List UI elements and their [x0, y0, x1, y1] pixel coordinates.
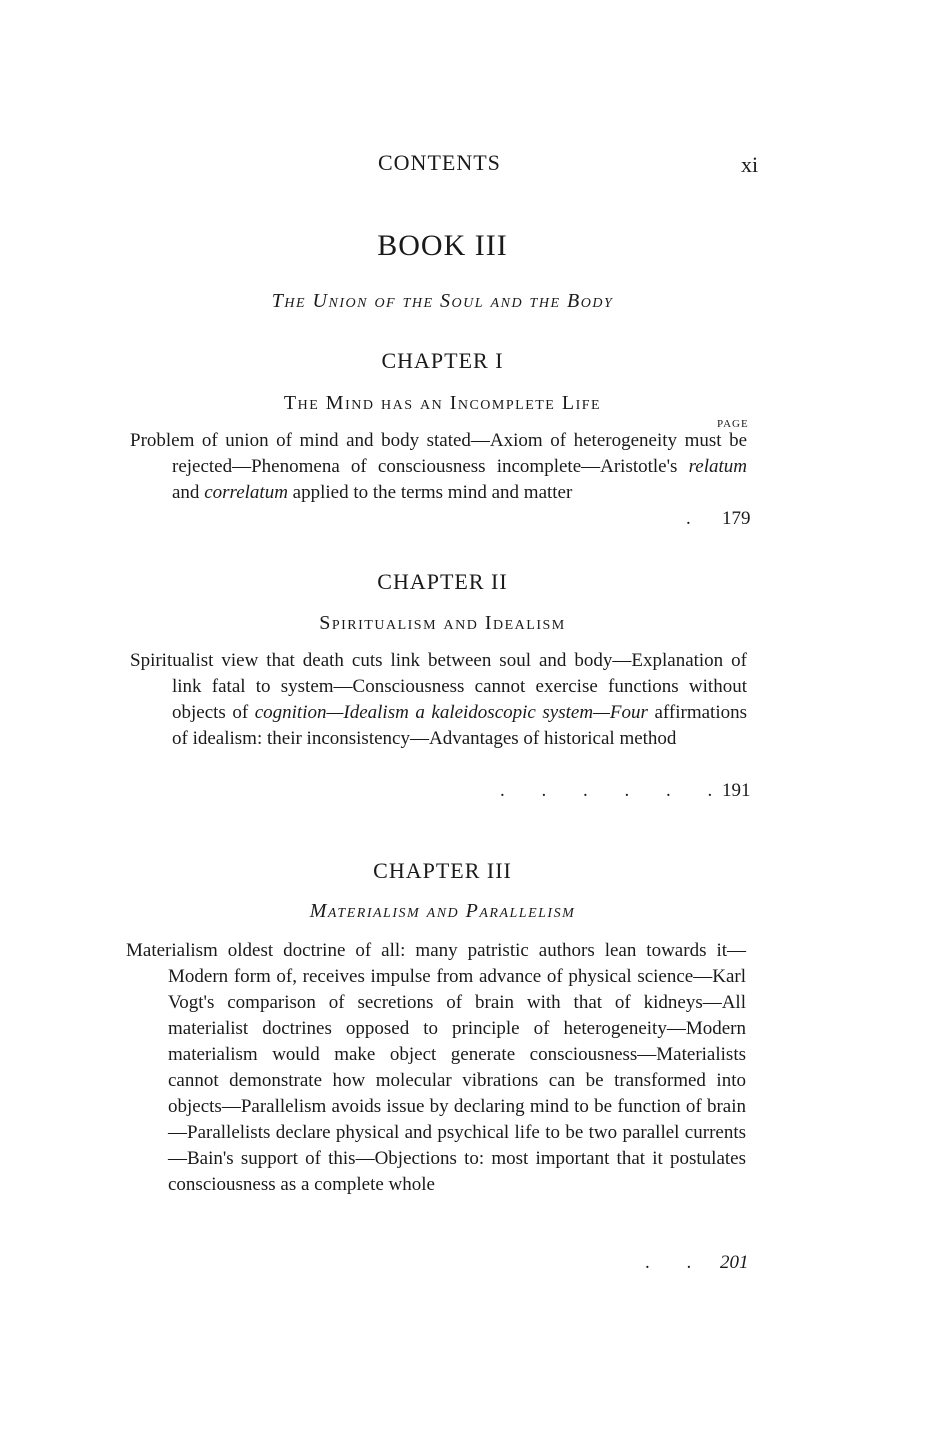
running-head: CONTENTS [378, 150, 501, 175]
book-subtitle: The Union of the Soul and the Body [271, 290, 614, 312]
chapter-3-entry: Materialism oldest doctrine of all: many patristic authors lean towards it—Modern form of, receives impulse from advance of physical science—Karl Vogt's comparison of secretions of brain with that of kidneys—All materialist doctrines opposed to principle of heterogeneity—Modern materialism would make object generate consciousness—Materialists cannot demonstrate how molecular vibrations can be transformed into objects—Parallelism avoids issue by declaring mind to be function of brain—Parallelists declare physical and psychical life to be two parallel currents—Bain's support of this—Objections to: most important that it postulates consciousness as a complete whole [126, 940, 746, 1195]
chapter-1-entry: Problem of union of mind and body stated—Axiom of heterogeneity must be rejected—Phenomena of consciousness incomplete—Aristotle's relatum and correlatum applied to the terms mind and matter [130, 430, 747, 503]
chapter-1-heading: CHAPTER I [381, 348, 504, 373]
page-number: xi [741, 152, 759, 177]
book-title: BOOK III [377, 229, 508, 262]
chapter-3-page: 201 [720, 1252, 749, 1273]
chapter-2-title: Spiritualism and Idealism [319, 612, 566, 634]
chapter-3-leader-dots: . . [645, 1252, 694, 1273]
chapter-2-page: 191 [722, 780, 751, 801]
chapter-2-entry: Spiritualist view that death cuts link between soul and body—Explanation of link fatal to system—Consciousness cannot exercise functions without objects of cognition—Idealism a kaleidoscopic system—Four affirmations of idealism: their inconsistency—Advantages of historical method [130, 650, 747, 749]
chapter-1-title: The Mind has an Incomplete Life [283, 392, 602, 414]
chapter-1-leader-dots: . [686, 508, 693, 529]
chapter-1-page: 179 [722, 508, 751, 529]
page-column-label: PAGE [717, 418, 749, 430]
chapter-2-leader-dots: . . . . . . [500, 780, 715, 801]
chapter-3-title: Materialism and Parallelism [309, 900, 576, 922]
chapter-3-heading: CHAPTER III [373, 858, 512, 883]
chapter-2-heading: CHAPTER II [377, 569, 508, 594]
